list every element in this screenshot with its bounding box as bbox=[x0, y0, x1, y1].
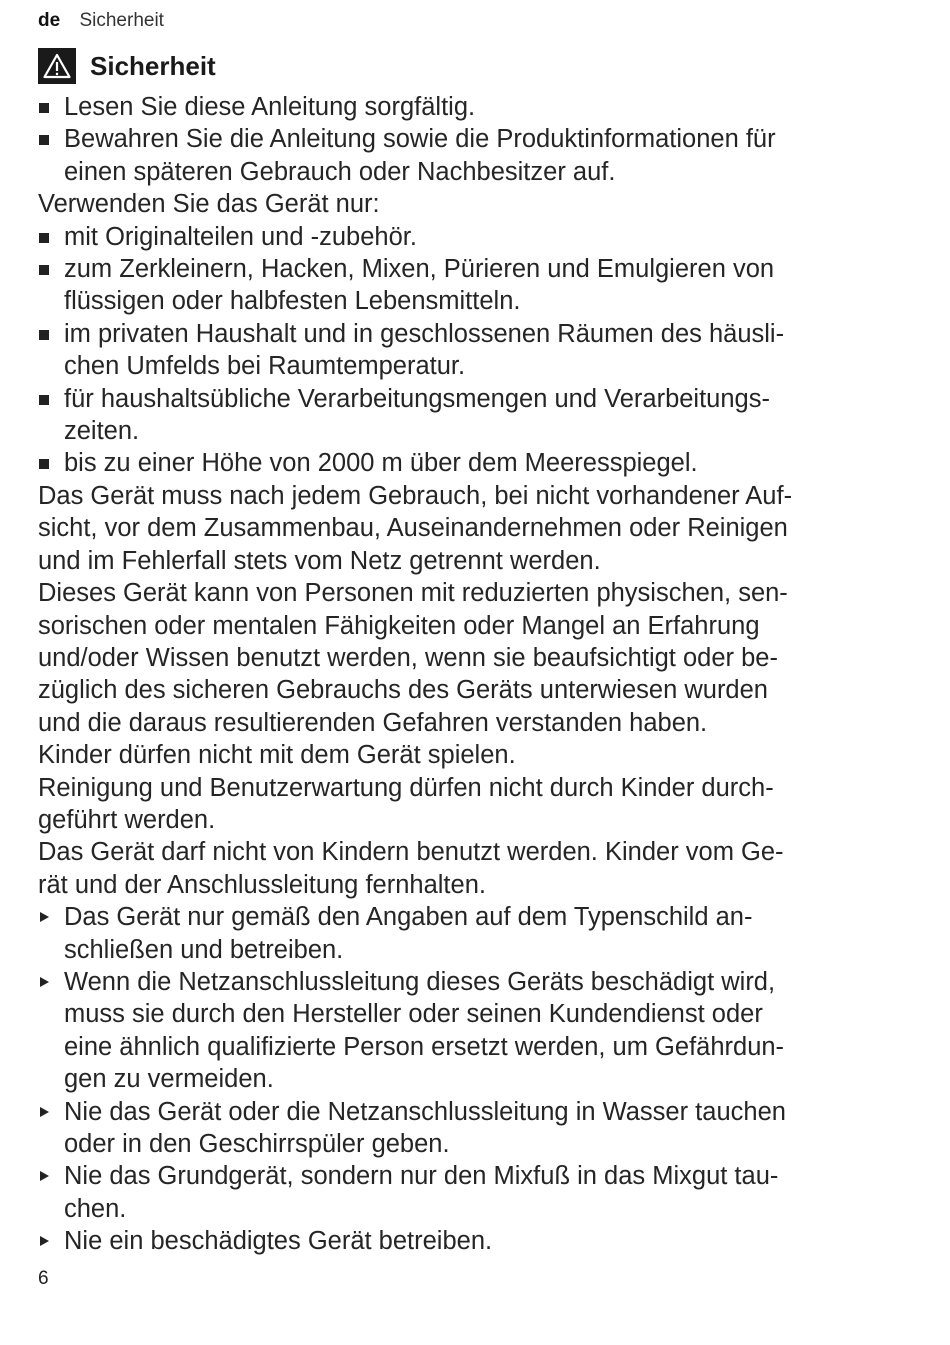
instruction-item bbox=[38, 1225, 898, 1257]
text-line: Das Gerät darf nicht von Kindern benutzt werden. Kinder vom Ge- bbox=[38, 838, 784, 867]
arrow-bullet-icon bbox=[40, 1236, 49, 1246]
text-line: Das Gerät nur gemäß den Angaben auf dem Typenschild an- bbox=[64, 903, 753, 932]
text-line: zum Zerkleinern, Hacken, Mixen, Pürieren und Emulgieren von bbox=[64, 255, 775, 284]
text-line: flüssigen oder halbfesten Lebensmitteln. bbox=[64, 287, 521, 316]
instruction-item bbox=[38, 901, 898, 966]
text-line: rät und der Anschlussleitung fernhalten. bbox=[38, 870, 486, 899]
instruction-item bbox=[38, 1096, 898, 1161]
warning-triangle-icon bbox=[38, 48, 76, 84]
text-line: Lesen Sie diese Anleitung sorgfältig. bbox=[64, 93, 476, 121]
paragraph bbox=[38, 739, 898, 771]
text-line: bis zu einer Höhe von 2000 m über dem Meeresspiegel. bbox=[64, 449, 698, 478]
text-line: Kinder dürfen nicht mit dem Gerät spielen. bbox=[38, 741, 516, 770]
instruction-item bbox=[38, 1160, 898, 1225]
header-section-name: Sicherheit bbox=[79, 10, 164, 31]
text-line: schließen und betreiben. bbox=[64, 935, 344, 964]
paragraph bbox=[38, 188, 898, 220]
text-line: und im Fehlerfall stets vom Netz getrennt werden. bbox=[38, 546, 601, 575]
text-line: Verwenden Sie das Gerät nur: bbox=[38, 190, 380, 219]
text-line: gen zu vermeiden. bbox=[64, 1065, 274, 1094]
arrow-bullet-icon bbox=[40, 1171, 49, 1181]
bullet-item bbox=[38, 123, 898, 188]
bullet-item bbox=[38, 383, 898, 448]
bullet-item bbox=[38, 447, 898, 479]
text-line: Wenn die Netzanschlussleitung dieses Geräts beschädigt wird, bbox=[64, 967, 776, 996]
page-title: Sicherheit bbox=[90, 50, 216, 81]
text-line: und/oder Wissen benutzt werden, wenn sie beaufsichtigt oder be- bbox=[38, 643, 778, 672]
text-line: mit Originalteilen und -zubehör. bbox=[64, 222, 417, 251]
text-line: oder in den Geschirrspüler geben. bbox=[64, 1130, 450, 1158]
running-header bbox=[38, 9, 164, 33]
square-bullet-icon bbox=[39, 395, 49, 405]
text-line: im privaten Haushalt und in geschlossenen Räumen des häusli- bbox=[64, 319, 785, 348]
page-number: 6 bbox=[38, 1268, 49, 1289]
instruction-item bbox=[38, 966, 898, 1096]
language-code: de bbox=[38, 10, 61, 31]
text-line: muss sie durch den Hersteller oder seinen Kundendienst oder bbox=[64, 1000, 763, 1029]
text-line: Nie das Gerät oder die Netzanschlussleitung in Wasser tauchen bbox=[64, 1097, 786, 1126]
bullet-item bbox=[38, 318, 898, 383]
text-line: chen Umfelds bei Raumtemperatur. bbox=[64, 352, 466, 381]
text-line: chen. bbox=[64, 1194, 127, 1223]
text-line: einen späteren Gebrauch oder Nachbesitzer auf. bbox=[64, 157, 616, 186]
text-line: zeiten. bbox=[64, 417, 140, 446]
text-line: geführt werden. bbox=[38, 805, 216, 834]
square-bullet-icon bbox=[39, 265, 49, 275]
section-heading bbox=[38, 47, 216, 85]
text-line: Reinigung und Benutzerwartung dürfen nicht durch Kinder durch- bbox=[38, 773, 774, 802]
arrow-bullet-icon bbox=[40, 912, 49, 922]
text-line: Bewahren Sie die Anleitung sowie die Produktinformationen für bbox=[64, 125, 776, 154]
square-bullet-icon bbox=[39, 459, 49, 469]
arrow-bullet-icon bbox=[40, 1107, 49, 1117]
safety-content bbox=[38, 91, 898, 1258]
paragraph bbox=[38, 836, 898, 901]
square-bullet-icon bbox=[39, 330, 49, 340]
paragraph bbox=[38, 480, 898, 577]
text-line: eine ähnlich qualifizierte Person ersetzt werden, um Gefährdun- bbox=[64, 1032, 785, 1061]
text-line: sicht, vor dem Zusammenbau, Auseinandernehmen oder Reinigen bbox=[38, 514, 788, 543]
bullet-item bbox=[38, 253, 898, 318]
text-line: und die daraus resultierenden Gefahren verstanden haben. bbox=[38, 708, 708, 737]
bullet-item bbox=[38, 91, 898, 123]
text-line: sorischen oder mentalen Fähigkeiten oder Mangel an Erfahrung bbox=[38, 611, 760, 640]
paragraph bbox=[38, 772, 898, 837]
arrow-bullet-icon bbox=[40, 977, 49, 987]
square-bullet-icon bbox=[39, 103, 49, 113]
text-line: für haushaltsübliche Verarbeitungsmengen und Verarbeitungs- bbox=[64, 384, 770, 413]
text-line: Nie ein beschädigtes Gerät betreiben. bbox=[64, 1227, 493, 1256]
square-bullet-icon bbox=[39, 135, 49, 145]
square-bullet-icon bbox=[39, 233, 49, 243]
text-line: Das Gerät muss nach jedem Gebrauch, bei nicht vorhandener Auf- bbox=[38, 481, 793, 510]
paragraph bbox=[38, 577, 898, 739]
bullet-item bbox=[38, 221, 898, 253]
text-line: züglich des sicheren Gebrauchs des Geräts unterwiesen wurden bbox=[38, 676, 768, 705]
text-line: Dieses Gerät kann von Personen mit reduzierten physischen, sen- bbox=[38, 579, 788, 608]
text-line: Nie das Grundgerät, sondern nur den Mixfuß in das Mixgut tau- bbox=[64, 1162, 779, 1191]
